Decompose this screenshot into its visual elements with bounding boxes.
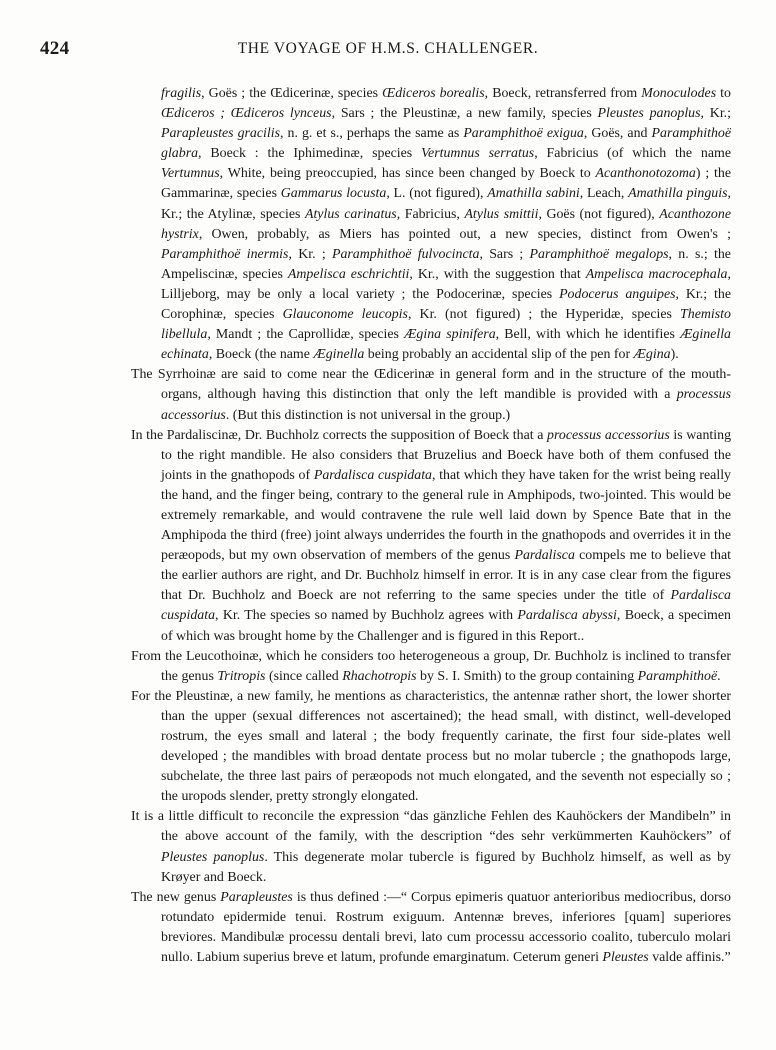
text-run: , Fabricius (of which the name <box>534 146 731 162</box>
paragraph <box>131 687 731 808</box>
text-run: , Kr.; <box>700 106 732 122</box>
text-run: , Lilljeborg, may be only a local variety ; the Podocerinæ, species <box>161 266 731 302</box>
text-run: ). <box>670 347 679 363</box>
italic-term: Parapleustes gracilis <box>161 126 281 142</box>
italic-term: Ampelisca eschrichtii <box>287 266 410 282</box>
italic-term: Ampelisca macrocephala <box>585 266 728 282</box>
text-run: , Boeck, a specimen of which was brought home by the Challenger and is figured in this Report.. <box>161 608 731 644</box>
italic-term: Pleustes panoplus <box>597 106 701 122</box>
text-run: , White, being preoccupied, has since been changed by Boeck to <box>219 166 596 182</box>
text-run: , Goës (not figured), <box>538 206 660 222</box>
text-run: , n. g. et s., perhaps the same as <box>280 126 464 142</box>
italic-term: Pardalisca <box>514 548 575 564</box>
text-run: , Kr. (not figured) ; the Hyperidæ, species <box>407 307 681 323</box>
text-run: . This degenerate molar tubercle is figured by Buchholz himself, as well as by Krøyer and Boeck. <box>161 849 732 885</box>
text-run: , Kr.; the Atylinæ, species <box>161 186 732 222</box>
italic-term: Pleustes panoplus <box>161 849 265 865</box>
italic-term: Pardalisca cuspidata <box>161 588 731 624</box>
text-run: , n. s.; the Ampeliscinæ, species <box>161 246 731 282</box>
text-run: From the Leucothoinæ, which he considers too heterogeneous a group, Dr. Buchholz is inclined to transfer the genus <box>131 648 731 684</box>
text-run: is wanting to the right mandible. He also considers that Bruzelius and Boeck have both of them confused the joints in the gnathopods of <box>161 427 732 483</box>
italic-term: Amathilla sabini <box>487 186 580 202</box>
text-run: . <box>717 668 721 684</box>
italic-term: Amathilla pinguis <box>628 186 728 202</box>
text-run: , L. (not figured), <box>386 186 488 202</box>
text-run: In the Pardaliscinæ, Dr. Buchholz corrects the supposition of Boeck that a <box>131 427 548 443</box>
text-run: The Syrrhoinæ are said to come near the Œdicerinæ in general form and in the structure of the mouth-organs, although having this distinction that only the left mandible is provided with a <box>131 367 731 403</box>
italic-term: Glauconome leucopis <box>282 307 408 323</box>
italic-term: Œdiceros ; Œdiceros lynceus <box>161 106 332 122</box>
text-run: to <box>716 86 731 101</box>
text-run: compels me to believe that the earlier authors are right, and Dr. Buchholz himself in error. It is in any case clear from the figures that Dr. Buchholz and Boeck are not referring to the same species under the title of <box>161 548 731 604</box>
italic-term: fragilis <box>161 86 202 101</box>
text-run: , Boeck (the name <box>208 347 314 363</box>
text-run: is thus defined :—“ Corpus epimeris quatuor anterioribus mediocribus, dorso rotundato epidermide tenui. Rostrum exiguum. Antennæ breves, inferiores [quam] superiores breviores. Mandibulæ processu dentali brevi, lato cum processu accessorio coalito, tuberculo molari nullo. Labium superius breve et latum, profunde emarginatum. Ceterum generi <box>161 889 731 966</box>
italic-term: Acanthozone hystrix <box>161 206 731 242</box>
paragraph <box>131 426 731 647</box>
text-run: , Bell, with which he identifies <box>495 327 681 343</box>
text-run: , that which they have taken for the wrist being really the hand, and the finger being, contrary to the general rule in Amphipods, two-jointed. This would be extremely remarkable, and would contravene the rule well laid down by Spence Bate that in the Amphipoda the third (free) joint always underrides the fourth in the gnathopods and overrides it in the peræopods, but my own observation of members of the genus <box>161 467 731 564</box>
italic-term: Pardalisca abyssi <box>517 608 617 624</box>
page-number: 424 <box>40 38 70 59</box>
italic-term: Gammarus locusta <box>280 186 387 202</box>
italic-term: Parapleustes <box>220 889 293 905</box>
italic-term: Paramphithoë fulvocincta <box>331 246 480 262</box>
italic-term: Paramphithoë exigua <box>463 126 584 142</box>
text-run: , Leach, <box>579 186 629 202</box>
text-run: , Goës ; the Œdicerinæ, species <box>201 86 383 101</box>
text-run: , Kr. The species so named by Buchholz agrees with <box>215 608 518 624</box>
italic-term: Paramphithoë megalops <box>529 246 669 262</box>
text-run: , Boeck : the Iphimedinæ, species <box>198 146 422 162</box>
italic-term: Rhachotropis <box>342 668 417 684</box>
text-run: by S. I. Smith) to the group containing <box>416 668 638 684</box>
text-run: , Sars ; <box>479 246 530 262</box>
running-title: THE VOYAGE OF H.M.S. CHALLENGER. <box>237 40 539 57</box>
paragraph <box>131 807 731 887</box>
italic-term: Ægina spinifera <box>404 327 496 343</box>
text-run: For the Pleustinæ, a new family, he mentions as characteristics, the antennæ rather short, the lower shorter than the upper (sexual differences not ascertained); the head small, with distinct, well-developed rostrum, the eyes small and lateral ; the body frequently carinate, the first four side-plates well developed ; the mandibles with broad dentate process but no molar tubercle ; the gnathopods large, subchelate, the three last pairs of peræopods not much elongated, and the seventh not especially so ; the uropods slender, pretty strongly elongated. <box>131 688 731 805</box>
body-text <box>131 84 731 968</box>
paragraph <box>131 84 731 365</box>
italic-term: Tritropis <box>217 668 266 684</box>
text-run: being probably an accidental slip of the pen for <box>364 347 634 363</box>
italic-term: Paramphithoë <box>637 668 718 684</box>
paragraph <box>131 888 731 968</box>
italic-term: Themisto libellula <box>161 307 731 343</box>
text-run: , Owen, probably, as Miers has pointed out, a new species, distinct from Owen's ; <box>198 226 731 242</box>
italic-term: Vertumnus serratus <box>421 146 535 162</box>
italic-term: Paramphithoë glabra <box>161 126 732 162</box>
italic-term: Ægina <box>633 347 671 363</box>
italic-term: Acanthonotozoma <box>595 166 696 182</box>
italic-term: Æginella <box>313 347 365 363</box>
paragraph <box>131 365 731 425</box>
italic-term: Æginella echinata <box>161 327 731 363</box>
text-run: The new genus <box>131 889 221 905</box>
italic-term: Monoculodes <box>641 86 717 101</box>
italic-term: Paramphithoë inermis <box>161 246 289 262</box>
italic-term: Pardalisca cuspidata <box>313 467 432 483</box>
text-run: . (But this distinction is not universal in the group.) <box>225 407 511 423</box>
text-run: , Boeck, retransferred from <box>484 86 642 101</box>
text-run: , Goës, and <box>583 126 652 142</box>
text-run: , Mandt ; the Caprollidæ, species <box>207 327 405 343</box>
italic-term: processus accessorius <box>161 387 731 423</box>
text-run: , Kr. ; <box>288 246 332 262</box>
text-run: , Fabricius, <box>396 206 465 222</box>
italic-term: Œdiceros borealis <box>382 86 485 101</box>
text-run: , Kr., with the suggestion that <box>409 266 586 282</box>
italic-term: Atylus carinatus <box>304 206 397 222</box>
text-run: , Kr.; the Corophinæ, species <box>161 286 731 323</box>
page-header <box>40 38 736 62</box>
italic-term: Vertumnus <box>161 166 220 182</box>
text-run: , Sars ; the Pleustinæ, a new family, species <box>331 106 598 122</box>
text-run: valde affinis.” <box>648 950 731 966</box>
italic-term: Podocerus anguipes <box>559 286 676 302</box>
paragraph <box>131 647 731 687</box>
italic-term: Atylus smittii <box>464 206 539 222</box>
italic-term: processus accessorius <box>547 427 670 443</box>
text-run: ) ; the Gammarinæ, species <box>161 166 732 202</box>
text-run: It is a little difficult to reconcile the expression “das gänzliche Fehlen des Kauhöckers der Mandibeln” in the above account of the family, with the description “des sehr verkümmerten Kauhöckers” of <box>131 809 731 845</box>
italic-term: Pleustes <box>602 950 649 966</box>
text-run: (since called <box>265 668 343 684</box>
